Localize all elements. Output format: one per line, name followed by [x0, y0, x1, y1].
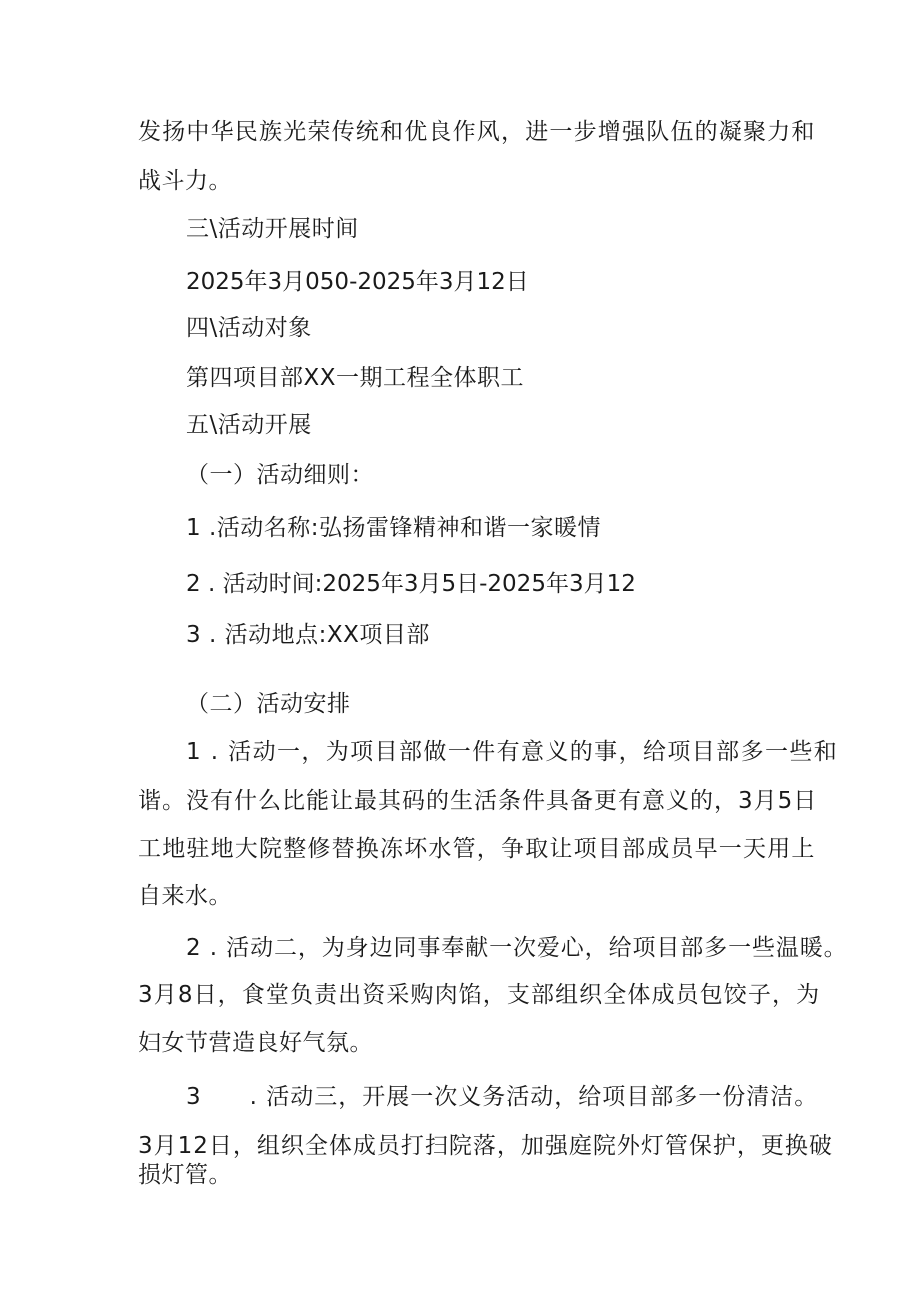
section-heading: 五\活动开展: [186, 412, 312, 438]
paragraph-line: 2 . 活动二，为身边同事奉献一次爱心，给项目部多一些温暖。: [186, 935, 848, 961]
paragraph-line: 3 . 活动三，开展一次义务活动，给项目部多一份清洁。: [186, 1084, 819, 1110]
paragraph-line: 自来水。: [138, 883, 232, 909]
list-item: 2 . 活动时间:2025年3月5日-2025年3月12: [186, 571, 636, 597]
activity-target: 第四项目部XX一期工程全体职工: [186, 365, 525, 391]
section-heading: 四\活动对象: [186, 315, 312, 341]
paragraph-line: 战斗力。: [138, 168, 232, 194]
paragraph-line: 1 . 活动一，为项目部做一件有意义的事，给项目部多一些和: [186, 739, 839, 765]
paragraph-line: 3月8日，食堂负责出资采购肉馅，支部组织全体成员包饺子，为: [138, 982, 821, 1008]
paragraph-line: 工地驻地大院整修替换冻坏水管，争取让项目部成员早一天用上: [138, 836, 816, 862]
list-item: 1 .活动名称:弘扬雷锋精神和谐一家暖情: [186, 515, 602, 541]
paragraph-line: 谐。没有什么比能让最其码的生活条件具备更有意义的，3月5日: [138, 788, 818, 814]
paragraph-line: 损灯管。: [138, 1162, 232, 1188]
paragraph-line: 3月12日，组织全体成员打扫院落，加强庭院外灯管保护，更换破: [138, 1133, 833, 1159]
section-heading: 三\活动开展时间: [186, 216, 359, 242]
paragraph-line: 妇女节营造良好气氛。: [138, 1030, 373, 1056]
subsection-heading: （一）活动细则：: [186, 462, 374, 488]
paragraph-line: 发扬中华民族光荣传统和优良作风，进一步增强队伍的凝聚力和: [138, 119, 816, 145]
list-item: 3 . 活动地点:XX项目部: [186, 622, 430, 648]
activity-date-range: 2025年3月050-2025年3月12日: [186, 269, 529, 295]
subsection-heading: （二）活动安排: [186, 691, 351, 717]
